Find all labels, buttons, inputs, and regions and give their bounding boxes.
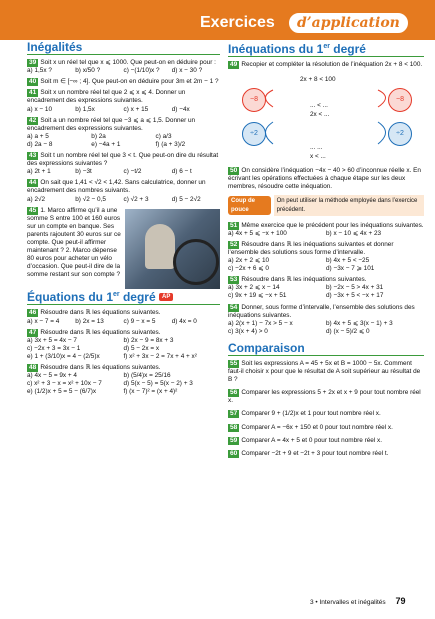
scheme-mid: ... < ... — [310, 102, 328, 110]
item: f) x² + 3x − 2 = 7x + 4 + x² — [123, 352, 197, 360]
item: a) 2√2 — [27, 195, 46, 203]
scheme-bot: ... ... — [310, 144, 323, 152]
exercise-number: 45 — [29, 206, 37, 214]
item: b) x − 10 ⩽ 4x + 23 — [326, 229, 382, 237]
page-header — [0, 0, 435, 40]
exercise-49 — [228, 61, 424, 69]
item: f) (x − 7)² = (x + 4)² — [123, 388, 178, 396]
item: b) 1,5x — [75, 105, 95, 113]
exercise-47 — [27, 329, 220, 361]
item: b) −2x − 5 > 4x + 31 — [326, 284, 384, 292]
item: e) (1/2)x + 5 = 5 − (6/7)x — [27, 388, 97, 396]
exercise-text: Soit x un nombre réel tel que 2 ⩽ x ⩽ 4. Donner un encadrement des expressions suivantes. — [27, 89, 186, 105]
exercise-50 — [228, 167, 424, 191]
exercise-number: 44 — [29, 179, 37, 187]
exercise-text: Soit m ∈ [−∞ ; 4]. Que peut-on en déduire pour 3m et 2m − 1 ? — [40, 78, 219, 86]
left-column — [27, 38, 220, 396]
exercise-text: Résoudre dans ℝ les inéquations suivantes et donner l’ensemble des solutions sous forme d’intervalle. — [228, 240, 394, 256]
exercise-42 — [27, 117, 220, 149]
item: d) 5 − 2x = x — [123, 344, 160, 352]
section-inegalites: Inégalités — [27, 43, 220, 55]
item: a) 2(x + 1) − 7x > 5 − x — [228, 319, 293, 327]
exercise-59 — [228, 437, 424, 445]
item: a) 2t + 1 — [27, 168, 51, 176]
item: c) −2x + 3 = 3x − 1 — [27, 344, 81, 352]
item: c) −t/2 — [123, 168, 142, 176]
exercise-text: On sait que 1,41 < √2 < 1,42. Sans calculatrice, donner un encadrement des nombres suivants. — [27, 179, 206, 195]
item: d) −3x − 7 ⩾ 101 — [326, 265, 375, 273]
wheel-shape — [173, 239, 219, 285]
item: b) √2 − 0,5 — [75, 195, 106, 203]
item: c) 9x + 19 ⩽ −x + 51 — [228, 292, 287, 300]
item: f) (a + 3)/2 — [155, 140, 186, 148]
item: c) −2x + 6 ⩽ 0 — [228, 265, 269, 273]
exercise-43 — [27, 152, 220, 176]
div-2-left: ÷2 — [242, 122, 266, 146]
exercise-text: Résoudre dans ℝ les équations suivantes. — [40, 309, 161, 317]
exercise-number: 42 — [29, 116, 37, 124]
header-title: Exercices — [200, 14, 275, 31]
item: b) 4x + 5 ⩽ 3(x − 1) + 3 — [326, 319, 393, 327]
item: a) 4x − 5 = 9x + 4 — [27, 372, 77, 380]
page-footer — [310, 596, 405, 606]
exercise-number: 50 — [230, 167, 238, 175]
item: c) a/3 — [155, 132, 172, 140]
item: d) x − 30 ? — [171, 67, 203, 75]
item: c) 9 − x = 5 — [123, 317, 156, 325]
exercise-54 — [228, 304, 424, 336]
exercise-number: 41 — [29, 89, 37, 97]
item: c) 3(x + 4) > 0 — [228, 327, 268, 335]
exercise-text: Soit t un nombre réel tel que 3 < t. Que peut-on dire du résultat des expressions suivantes ? — [27, 152, 219, 168]
section-title-end: degré — [329, 42, 366, 56]
exercise-48 — [27, 364, 220, 396]
item: a) a + 5 — [27, 132, 49, 140]
item: b) 2a — [91, 132, 106, 140]
exercise-39 — [27, 59, 220, 75]
exercise-number: 54 — [230, 303, 238, 311]
coup-de-pouce — [228, 195, 424, 215]
exercise-number: 52 — [230, 240, 238, 248]
section-title: Inéquations du 1 — [228, 42, 324, 56]
exercise-number: 53 — [230, 276, 238, 284]
exercise-text: Donner, sous forme d’intervalle, l’ensemble des solutions des inéquations suivantes. — [228, 303, 415, 319]
exercise-number: 51 — [230, 221, 238, 229]
exercise-text: Résoudre dans ℝ les équations suivantes. — [40, 364, 161, 372]
item: d) 2a − 8 — [27, 140, 53, 148]
section-equations — [27, 291, 220, 306]
item: a) 3x + 2 ⩽ x − 14 — [228, 284, 280, 292]
exercise-51 — [228, 222, 424, 238]
exercise-number: 49 — [230, 61, 238, 69]
exercise-55 — [228, 360, 424, 384]
exercise-text: Comparer 9 + (1/2)x et 1 pour tout nombre réel x. — [241, 410, 381, 418]
section-title-end: degré — [119, 289, 156, 304]
superscript: er — [113, 290, 120, 298]
item: d) −3x + 5 < −x + 17 — [326, 292, 384, 300]
item: b) (5/4)x = 25/16 — [123, 372, 171, 380]
chapter-label: 3 • Intervalles et inégalités — [310, 599, 386, 606]
item: e) −4a + 1 — [91, 140, 121, 148]
tip-text: On peut utiliser la méthode employée dans l’exercice précédent. — [274, 195, 424, 215]
header-subtitle: d’application — [287, 11, 410, 35]
exercise-text: Comparer A = −6x + 150 et 0 pour tout nombre réel x. — [241, 423, 393, 431]
minus-8-left: −8 — [242, 88, 266, 112]
exercise-text: Recopier et compléter la résolution de l’inéquation 2x + 8 < 100. — [241, 61, 423, 69]
item: b) 4x + 5 < −25 — [326, 257, 370, 265]
item: a) 4x + 5 ⩽ −x + 100 — [228, 229, 287, 237]
item: a) 2x + 2 ⩽ 10 — [228, 257, 270, 265]
exercise-number: 60 — [230, 449, 238, 457]
exercise-text: Comparer les expressions 5 + 2x et x + 9 pour tout nombre réel x. — [228, 389, 421, 405]
item: d) −4x — [171, 105, 190, 113]
ap-badge: AP — [159, 293, 173, 301]
item: c) √2 + 3 — [123, 195, 149, 203]
exercise-text: Comparer −2t + 9 et −2t + 3 pour tout nombre réel t. — [241, 449, 389, 457]
exercise-text: Même exercice que le précédent pour les inéquations suivantes. — [241, 221, 424, 229]
item: d) 5 − 2√2 — [171, 195, 201, 203]
item: b) −3t — [75, 168, 92, 176]
exercise-number: 59 — [230, 436, 238, 444]
item: e) 1 + (3/10)x = 4 − (2/5)x — [27, 352, 100, 360]
exercise-52 — [228, 241, 424, 273]
item: d) 5(x − 5) = 5(x − 2) + 3 — [123, 380, 193, 388]
item: a) 3x + 5 = 4x − 7 — [27, 336, 77, 344]
exercise-text: Résoudre dans ℝ les inéquations suivantes. — [241, 276, 367, 284]
scheme-mid2: 2x < ... — [310, 111, 330, 119]
exercise-41 — [27, 89, 220, 113]
exercise-text: 1. Marco affirme qu’il a une somme S entre 100 et 160 euros sur un compte en banque. Ses parents rajoutent 30 euros sur ce compte. Que peut-il affirmer maintenant ? 2. Marco dépense 80 euros pour acheter un vélo d’occasion. Que peut-il dire de la somme restant sur son compte ? — [27, 206, 121, 279]
exercise-number: 39 — [29, 59, 37, 67]
exercise-number: 47 — [29, 328, 37, 336]
exercise-number: 48 — [29, 364, 37, 372]
minus-8-right: −8 — [388, 88, 412, 112]
exercise-45 — [27, 207, 220, 280]
exercise-number: 43 — [29, 152, 37, 160]
item: b) 2x − 9 = 8x + 3 — [123, 336, 174, 344]
item: c) x² + 3 − x = x² + 10x − 7 — [27, 380, 102, 388]
item: c) x + 15 — [123, 105, 149, 113]
superscript: er — [323, 43, 330, 50]
section-inequations — [228, 43, 424, 57]
item: c) −(1/10)x ? — [123, 67, 160, 75]
exercise-60 — [228, 450, 424, 458]
exercise-44 — [27, 179, 220, 203]
exercise-text: On considère l’inéquation −4x − 40 > 60 d’inconnue réelle x. En écrivant les opérations effectuées à chaque étape sur les deux membres, résoudre cette inéquation. — [228, 167, 421, 191]
section-comparaison: Comparaison — [228, 344, 424, 356]
exercise-text: Résoudre dans ℝ les équations suivantes. — [40, 328, 161, 336]
person-shape — [145, 224, 175, 269]
exercise-number: 56 — [230, 389, 238, 397]
exercise-text: Soit a un nombre réel tel que −3 ⩽ a ⩽ 1,5. Donner un encadrement des expressions suivantes. — [27, 116, 196, 132]
exercise-40 — [27, 78, 220, 86]
resolution-scheme — [228, 72, 424, 164]
exercise-57 — [228, 410, 424, 418]
exercise-number: 55 — [230, 359, 238, 367]
cyclist-photo — [125, 209, 220, 289]
item: b) x/50 ? — [75, 67, 101, 75]
exercise-number: 58 — [230, 423, 238, 431]
scheme-bot2: x < ... — [310, 153, 326, 161]
item: a) x − 10 — [27, 105, 53, 113]
page-number: 79 — [395, 596, 406, 606]
exercise-number: 40 — [29, 78, 37, 86]
exercise-58 — [228, 424, 424, 432]
exercise-number: 57 — [230, 410, 238, 418]
exercise-53 — [228, 276, 424, 300]
right-column — [228, 38, 424, 458]
item: b) 2x = 13 — [75, 317, 104, 325]
exercise-text: Comparer A = 4x + 5 et 0 pour tout nombre réel x. — [241, 436, 383, 444]
item: a) x − 7 = 4 — [27, 317, 60, 325]
item: a) 1,5x ? — [27, 67, 52, 75]
div-2-right: ÷2 — [388, 122, 412, 146]
scheme-top: 2x + 8 < 100 — [300, 76, 336, 84]
item: d) 4x = 0 — [171, 317, 197, 325]
exercise-56 — [228, 389, 424, 405]
tip-label: Coup de pouce — [228, 196, 271, 214]
section-title: Équations du 1 — [27, 289, 114, 304]
exercise-number: 46 — [29, 309, 37, 317]
item: d) 6 − t — [171, 168, 192, 176]
exercise-46 — [27, 309, 220, 325]
exercise-text: Soit x un réel tel que x ⩽ 1000. Que peut-on en déduire pour : — [40, 59, 216, 67]
exercise-text: Soit les expressions A = 45 + 5x et B = 1000 − 5x. Comment faut-il choisir x pour que le résultat de A soit supérieur au résultat de B ? — [228, 359, 421, 384]
item: d) (x − 5)/2 ⩽ 0 — [326, 327, 370, 335]
